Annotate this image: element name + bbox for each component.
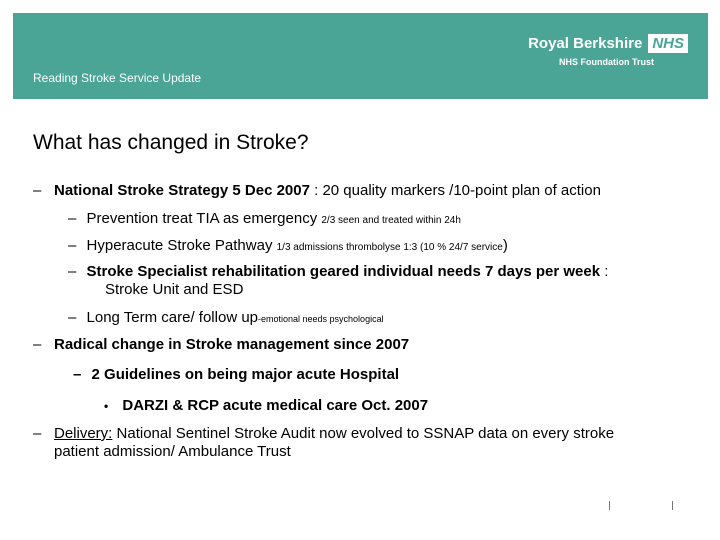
logo-name: Royal Berkshire — [528, 35, 643, 52]
footer-divider — [672, 501, 673, 510]
nhs-badge: NHS — [648, 34, 688, 53]
bullet-bold-text: Stroke Specialist rehabilitation geared individual needs 7 days per week — [86, 263, 601, 280]
bullet-strategy — [33, 182, 601, 200]
bullet-tail: ) — [502, 237, 508, 254]
bullet-text: Prevention treat TIA as emergency — [86, 210, 322, 227]
slide-title: What has changed in Stroke? — [33, 131, 309, 154]
bullet-delivery-continued: patient admission/ Ambulance Trust — [54, 443, 291, 460]
subbullet-guidelines — [73, 366, 399, 384]
bullet-delivery — [33, 425, 615, 443]
bullet-marker: – — [68, 210, 77, 227]
bullet-marker: – — [33, 425, 42, 442]
bullet-marker: – — [68, 237, 77, 254]
bullet-bold-text: 2 Guidelines on being major acute Hospital — [91, 366, 400, 383]
subbullet-hyperacute — [68, 237, 508, 257]
bullet-note: 2/3 seen and treated within 24h — [321, 215, 461, 226]
bullet-text: : — [600, 263, 609, 280]
bullet-marker: • — [104, 399, 109, 413]
presentation-title: Reading Stroke Service Update — [33, 71, 202, 85]
bullet-text: National Sentinel Stroke Audit now evolved to SSNAP data on every stroke — [112, 425, 615, 442]
bullet-text: Radical change in Stroke management since 2007 — [54, 336, 410, 353]
bullet-underlined-text: Delivery: — [54, 425, 113, 442]
subbullet-prevention — [68, 210, 461, 230]
subbullet-long-term-care — [68, 309, 384, 328]
bullet-marker: – — [33, 182, 42, 199]
bullet-text: Long Term care/ follow up — [86, 309, 258, 326]
bullet-marker: – — [68, 309, 77, 326]
bullet-text: Hyperacute Stroke Pathway — [86, 237, 277, 254]
footer-divider — [609, 501, 610, 510]
bullet-text: DARZI & RCP acute medical care Oct. 2007 — [122, 397, 429, 414]
bullet-note: -emotional needs psychological — [258, 314, 384, 324]
bullet-marker: – — [33, 336, 42, 353]
bullet-marker: – — [73, 366, 82, 383]
subsubbullet-darzi — [104, 397, 428, 415]
subbullet-rehabilitation — [68, 263, 608, 281]
bullet-radical-change — [33, 336, 410, 354]
bullet-note: 1/3 admissions thrombolyse 1:3 (10 % 24/7 service — [276, 242, 503, 253]
bullet-bold-text: National Stroke Strategy 5 Dec 2007 — [54, 182, 310, 199]
bullet-text: : 20 quality markers /10-point plan of action — [309, 182, 601, 199]
logo-subtitle: NHS Foundation Trust — [559, 57, 654, 67]
bullet-marker: – — [68, 263, 77, 280]
subbullet-rehabilitation-continued: Stroke Unit and ESD — [105, 281, 244, 298]
